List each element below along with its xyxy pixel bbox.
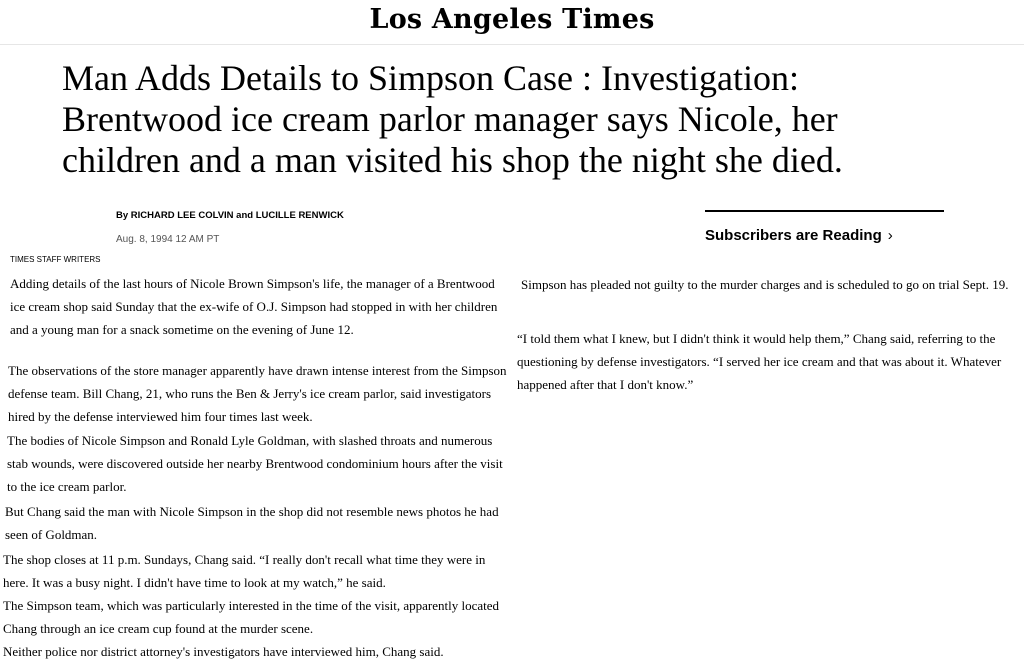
article-paragraph-2: The observations of the store manager apparently have drawn intense interest from the Simpson defense team. Bill Chang, 21, who runs the Ben & Jerry's ice cream parlor, said investigators hired by the defense interviewed him four times last week. bbox=[8, 363, 507, 424]
article-paragraph-9: “I told them what I knew, but I didn't think it would help them,” Chang said, referring to the questioning by defense investigators. “I served her ice cream and that was about it. Whatever happened after that I don't know.” bbox=[517, 331, 1002, 392]
masthead bbox=[0, 0, 1024, 45]
subscribers-reading-link[interactable] bbox=[705, 227, 893, 244]
article-paragraph-6: The Simpson team, which was particularly interested in the time of the visit, apparently located Chang through an ice cream cup found at the murder scene. bbox=[3, 598, 500, 636]
staff-writers-label: TIMES STAFF WRITERS bbox=[10, 255, 101, 264]
site-logo[interactable]: Los Angeles Times bbox=[369, 4, 655, 35]
article-paragraph-3: The bodies of Nicole Simpson and Ronald Lyle Goldman, with slashed throats and numerous stab wounds, were discovered outside her nearby Brentwood condominium hours after the visit to the ice cream parlor. bbox=[7, 433, 503, 494]
article-paragraph-5: The shop closes at 11 p.m. Sundays, Chang said. “I really don't recall what time they were in here. It was a busy night. I didn't have time to look at my watch,” he said. bbox=[3, 552, 486, 590]
chevron-right-icon: › bbox=[887, 227, 893, 244]
article-date: Aug. 8, 1994 12 AM PT bbox=[116, 234, 220, 245]
article-paragraph-7: Neither police nor district attorney's investigators have interviewed him, Chang said. bbox=[3, 644, 444, 659]
sidebar-divider bbox=[705, 210, 944, 212]
article-headline: Man Adds Details to Simpson Case : Investigation: Brentwood ice cream parlor manager says Nicole, her children and a man visited his shop the night she died. bbox=[62, 58, 843, 180]
article-paragraph-8: Simpson has pleaded not guilty to the murder charges and is scheduled to go on trial Sept. 19. bbox=[521, 277, 1009, 292]
article-paragraph-1: Adding details of the last hours of Nicole Brown Simpson's life, the manager of a Brentwood ice cream shop said Sunday that the ex-wife of O.J. Simpson had stopped in with her children and a young man for a snack sometime on the evening of June 12. bbox=[10, 276, 498, 337]
article-byline: By RICHARD LEE COLVIN and LUCILLE RENWICK bbox=[116, 210, 344, 221]
article-paragraph-4: But Chang said the man with Nicole Simpson in the shop did not resemble news photos he had seen of Goldman. bbox=[5, 504, 499, 542]
subscribers-reading-label: Subscribers are Reading bbox=[705, 227, 882, 244]
